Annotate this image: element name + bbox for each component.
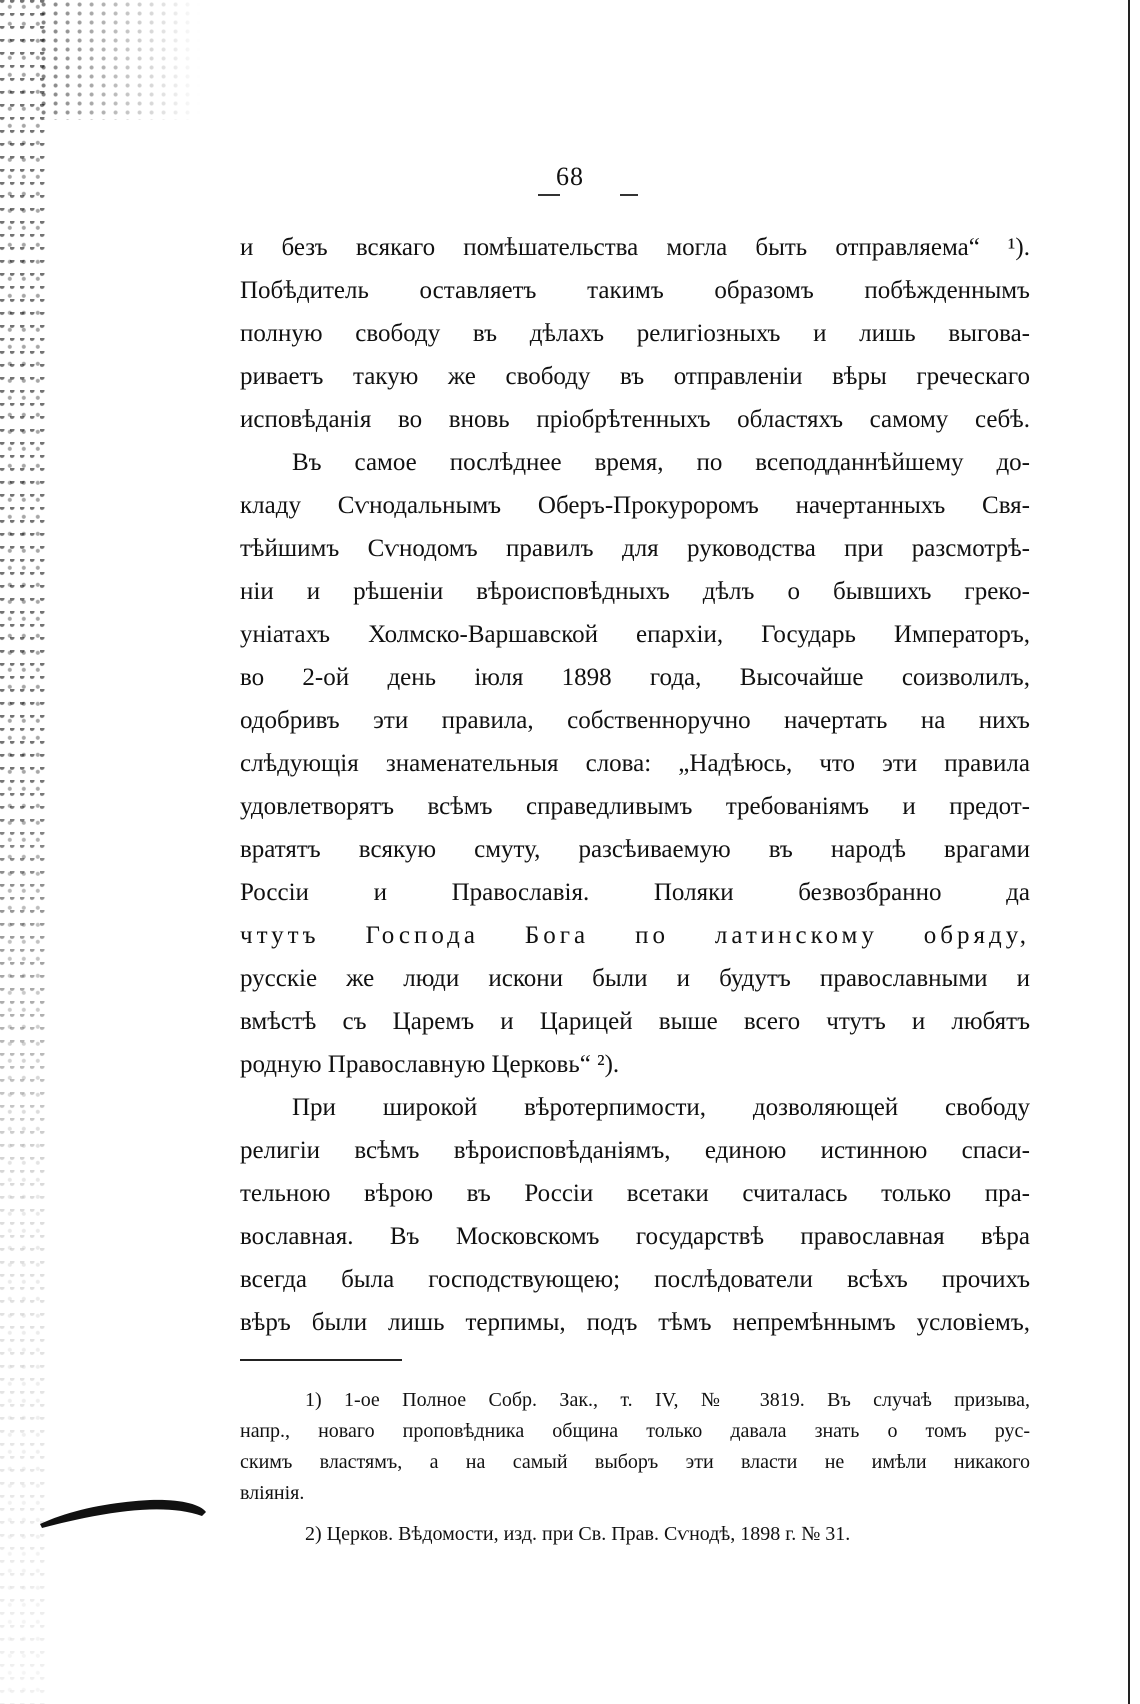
text-line: ніи и рѣшеніи вѣроисповѣдныхъ дѣлъ о бывшихъ греко-: [240, 578, 1030, 605]
page-right-border: [1128, 0, 1130, 1704]
scan-edge-noise: [0, 0, 46, 1704]
text-line: удовлетворятъ всѣмъ справедливымъ требованіямъ и предот-: [240, 793, 1030, 820]
text-line: уніатахъ Холмско-Варшавской епархіи, Государь Императоръ,: [240, 621, 1030, 648]
footnote-2: [240, 1519, 1030, 1550]
scan-corner-noise: [40, 0, 200, 120]
footnote-line: вліянія.: [240, 1482, 305, 1504]
body-text: [240, 226, 1030, 1344]
header-dash-right: [620, 194, 638, 196]
text-line: одобривъ эти правила, собственноручно начертать на нихъ: [240, 707, 1030, 734]
footnote-line: напр., новаго проповѣдника община только давала знать о томъ рус-: [240, 1420, 1030, 1442]
text-line: вославная. Въ Московскомъ государствѣ православная вѣра: [240, 1223, 1030, 1250]
text-line: кладу Сѵнодальнымъ Оберъ-Прокуроромъ начертанныхъ Свя-: [240, 492, 1030, 519]
text-line: исповѣданія во вновь пріобрѣтенныхъ областяхъ самому себѣ.: [240, 406, 1030, 433]
text-line: тѣйшимъ Сѵнодомъ правилъ для руководства при разсмотрѣ-: [240, 535, 1030, 562]
text-line: родную Православную Церковь“ ²).: [240, 1051, 620, 1078]
text-line: Россіи и Православія. Поляки безвозбранно да: [240, 879, 1030, 906]
text-line: Побѣдитель оставляетъ такимъ образомъ побѣжденнымъ: [240, 277, 1030, 304]
text-line: слѣдующія знаменательныя слова: „Надѣюсь, что эти правила: [240, 750, 1030, 777]
text-line: тельною вѣрою въ Россіи всетаки считалась только пра-: [240, 1180, 1030, 1207]
text-line: При широкой вѣротерпимости, дозволяющей свободу: [292, 1094, 1030, 1121]
text-line: религіи всѣмъ вѣроисповѣданіямъ, единою истинною спаси-: [240, 1137, 1030, 1164]
text-line: чтутъ Господа Бога по латинскому обряду,: [240, 922, 1030, 949]
text-line: и безъ всякаго помѣшательства могла быть отправляема“ ¹).: [240, 234, 1030, 261]
text-line: вратятъ всякую смуту, разсѣиваемую въ народѣ врагами: [240, 836, 1030, 863]
text-line: вѣръ были лишь терпимы, подъ тѣмъ непремѣннымъ условіемъ,: [240, 1309, 1030, 1336]
footnote-line: 1) 1-ое Полное Собр. Зак., т. IV, № 3819. Въ случаѣ призыва,: [305, 1389, 1030, 1411]
text-line: полную свободу въ дѣлахъ религіозныхъ и лишь выгова-: [240, 320, 1030, 347]
footnote-1: [240, 1385, 1030, 1509]
page-number: 68: [556, 162, 584, 191]
text-line: вмѣстѣ съ Царемъ и Царицей выше всего чтутъ и любятъ: [240, 1008, 1030, 1035]
header-dash-left: [538, 194, 560, 196]
footnotes: [240, 1385, 1030, 1550]
text-line: всегда была господствующею; послѣдователи всѣхъ прочихъ: [240, 1266, 1030, 1293]
text-line: русскіе же люди искони были и будутъ православными и: [240, 965, 1030, 992]
text-line: риваетъ такую же свободу въ отправленіи вѣры греческаго: [240, 363, 1030, 390]
footnote-line: 2) Церков. Вѣдомости, изд. при Св. Прав. Сѵнодѣ, 1898 г. № 31.: [305, 1523, 851, 1545]
ink-smudge: [30, 1490, 210, 1530]
text-line: Въ самое послѣднее время, по всеподданнѣйшему до-: [292, 449, 1030, 476]
footnote-line: скимъ властямъ, а на самый выборъ эти власти не имѣли никакого: [240, 1451, 1030, 1473]
text-line: во 2-ой день іюля 1898 года, Высочайше соизволилъ,: [240, 664, 1030, 691]
footnote-rule: [240, 1359, 402, 1361]
